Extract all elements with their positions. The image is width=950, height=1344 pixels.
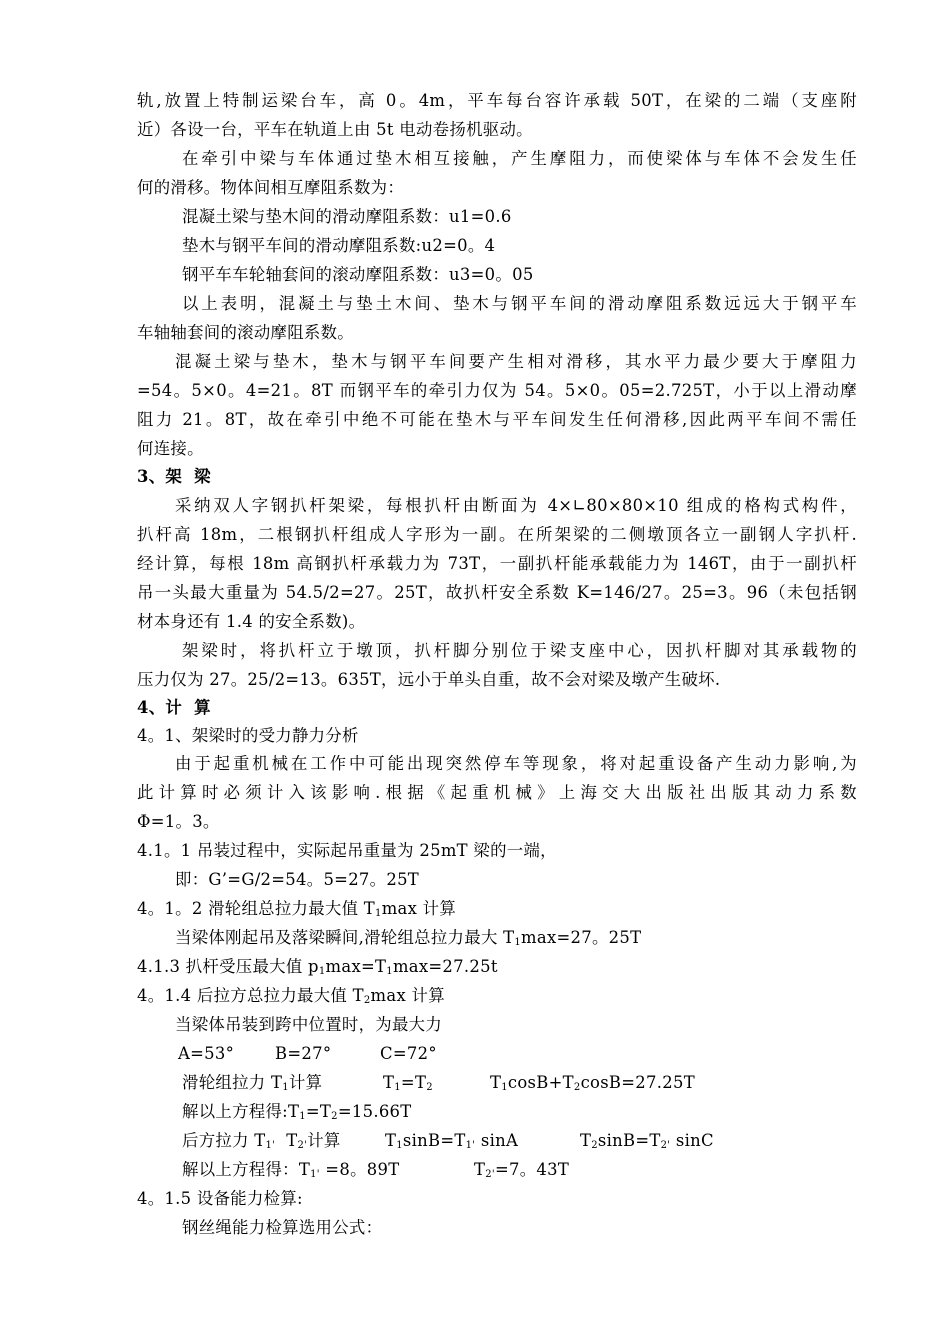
- paragraph-line: 此计算时必须计入该影响.根据《起重机械》上海交大出版社出版其动力系数: [137, 783, 857, 802]
- paragraph-line: =54。5×0。4=21。8T 而钢平车的牵引力仅为 54。5×0。05=2.725T，小于以上滑动摩: [137, 381, 857, 400]
- subsection-heading: 4。1、架梁时的受力静力分析: [137, 726, 359, 745]
- subsection-heading: 4。1.5 设备能力检算:: [137, 1189, 303, 1208]
- formula-line: 当梁体刚起吊及落梁瞬间,滑轮组总拉力最大 $T_1\max=27$。25T: [175, 928, 642, 948]
- paragraph-line: 钢丝绳能力检算选用公式：: [182, 1218, 383, 1237]
- rear-force-label: 后方拉力 $T_{1'}$ $T_{2'}$计算: [182, 1131, 341, 1151]
- paragraph-line: 吊一头最大重量为 54.5/2=27。25T，故扒杆安全系数 K=146/27。25=3。96（未包括钢: [137, 583, 857, 602]
- pulley-force-label: 滑轮组拉力 $T_1$计算: [182, 1073, 323, 1093]
- subsection-heading: 4.1.3 扒杆受压最大值 $p_1\max=T_1\max=27.25t$: [137, 957, 498, 977]
- paragraph-line: 阻力 21。8T，故在牵引中绝不可能在垫木与平车间发生任何滑移,因此两平车间不需任: [137, 410, 857, 429]
- paragraph-line: 扒杆高 18m，二根钢扒杆组成人字形为一副。在所架梁的二侧墩顶各立一副钢人字扒杆.: [137, 525, 857, 544]
- solution-line: 解以上方程得：$T_{1'} =8$。89T: [182, 1160, 400, 1180]
- paragraph-line: 当梁体吊装到跨中位置时，为最大力: [175, 1015, 443, 1034]
- paragraph-line: 轨,放置上特制运梁台车，高 0。4m，平车每台容许承载 50T，在梁的二端（支座附: [137, 91, 857, 110]
- paragraph-line: 由于起重机械在工作中可能出现突然停车等现象，将对起重设备产生动力影响,为: [175, 754, 857, 773]
- subsection-heading: 4。1.4 后拉方总拉力最大值 $T_2\max$ 计算: [137, 986, 445, 1006]
- friction-coefficient-2: 垫木与钢平车间的滑动摩阻系数:u2=0。4: [182, 236, 496, 255]
- pulley-equation-2: $T_1\cos B+T_2\cos B=27.25T$: [490, 1073, 695, 1093]
- friction-coefficient-1: 混凝土梁与垫木间的滑动摩阻系数：u1=0.6: [182, 207, 512, 226]
- paragraph-line: 混凝土梁与垫木，垫木与钢平车间要产生相对滑移，其水平力最少要大于摩阻力: [175, 352, 857, 371]
- paragraph-line: 车轴轴套间的滚动摩阻系数。: [137, 323, 354, 342]
- paragraph-line: Φ=1。3。: [137, 812, 220, 831]
- paragraph-line: 何连接。: [137, 439, 204, 458]
- rear-equation-2: $T_2\sin B=T_{2'}$ sinC: [580, 1131, 714, 1151]
- paragraph-line: 何的滑移。物体间相互摩阻系数为：: [137, 178, 405, 197]
- solution-line: 解以上方程得$:T_1=T_2=15.66T$: [182, 1102, 412, 1122]
- subsection-heading: 4.1。1 吊装过程中，实际起吊重量为 25mT 梁的一端，: [137, 841, 557, 860]
- section-heading-3: 3、架 梁: [137, 467, 211, 486]
- angle-c: C=72°: [380, 1044, 437, 1063]
- paragraph-line: 近）各设一台，平车在轨道上由 5t 电动卷扬机驱动。: [137, 120, 533, 139]
- subsection-heading: 4。1。2 滑轮组总拉力最大值 $T_1\max$ 计算: [137, 899, 457, 919]
- angle-b: B=27°: [275, 1044, 332, 1063]
- paragraph-line: 以上表明，混凝土与垫土木间、垫木与钢平车间的滑动摩阻系数远远大于钢平车: [182, 294, 857, 313]
- paragraph-line: 压力仅为 27。25/2=13。635T，远小于单头自重，故不会对梁及墩产生破坏.: [137, 670, 721, 689]
- paragraph-line: 经计算，每根 18m 高钢扒杆承载力为 73T，一副扒杆能承载能力为 146T，由于一副扒杆: [137, 554, 857, 573]
- paragraph-line: 采纳双人字钢扒杆架梁，每根扒杆由断面为 4×∟80×80×10 组成的格构式构件，: [175, 496, 857, 515]
- paragraph-line: 在牵引中梁与车体通过垫木相互接触，产生摩阻力，而使梁体与车体不会发生任: [182, 149, 857, 168]
- rear-equation-1: $T_1\sin B=T_{1'}$ sinA: [385, 1131, 519, 1151]
- friction-coefficient-3: 钢平车车轮轴套间的滚动摩阻系数：u3=0。05: [182, 265, 534, 284]
- paragraph-line: 架梁时，将扒杆立于墩顶，扒杆脚分别位于梁支座中心，因扒杆脚对其承载物的: [182, 641, 857, 660]
- paragraph-line: 材本身还有 1.4 的安全系数)。: [137, 612, 366, 631]
- solution-line-t2: $T_{2'}=7$。43T: [474, 1160, 570, 1180]
- angle-a: A=53°: [178, 1044, 235, 1063]
- formula-line: 即：G’=G/2=54。5=27。25T: [175, 870, 420, 889]
- pulley-equation-1: $T_1=T_2$: [383, 1073, 433, 1093]
- section-heading-4: 4、计 算: [137, 698, 211, 717]
